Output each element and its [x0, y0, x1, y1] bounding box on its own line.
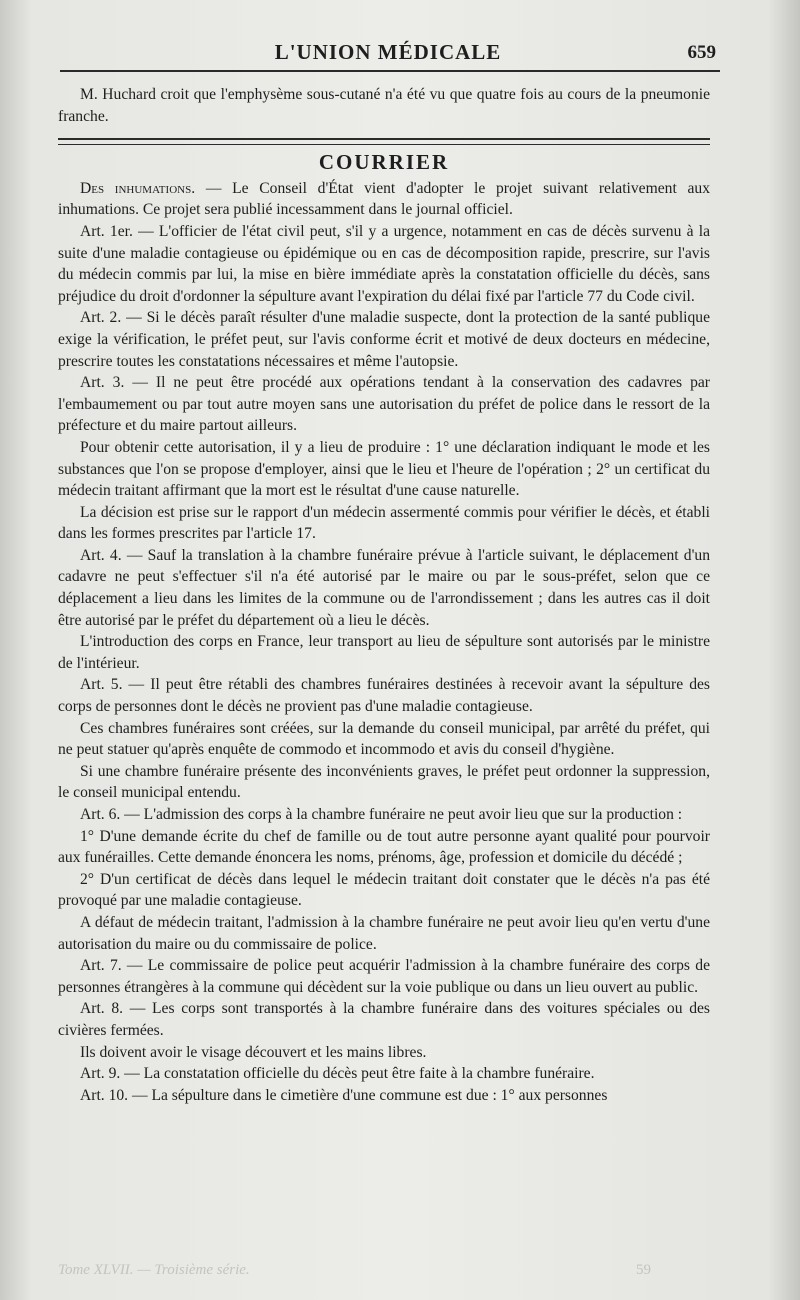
paragraph-17: Ils doivent avoir le visage découvert et les mains libres. — [80, 1043, 427, 1061]
show-through-volume: Tome XLVII. — Troisième série. — [58, 1262, 250, 1278]
section-divider — [58, 138, 710, 145]
article-10: Art. 10. — La sépulture dans le cimetière d'une commune est due : 1° aux personnes — [80, 1086, 608, 1104]
article-5: Art. 5. — Il peut être rétabli des chambres funéraires destinées à recevoir avant la sépulture des corps de personnes dont le décès ne provient pas d'une maladie contagieuse. — [58, 676, 710, 716]
journal-title: L'UNION MÉDICALE — [274, 40, 502, 64]
page-content — [58, 84, 710, 1106]
paragraph-4: Pour obtenir cette autorisation, il y a lieu de produire : 1° une déclaration indiquant le mode et les substances que l'on se propose d'employer, ainsi que le lieu et l'heure de l'opération ; 2° un certificat du médecin traitant affirmant que la mort est le résultat d'une cause naturelle. — [58, 438, 710, 500]
page-number: 659 — [687, 42, 716, 63]
paragraph-10: Si une chambre funéraire présente des inconvénients graves, le préfet peut ordonner la suppression, le conseil municipal entendu. — [58, 762, 710, 802]
paragraph-13: 2° D'un certificat de décès dans lequel le médecin traitant doit constater que le décès n'a pas été provoqué par une maladie contagieuse. — [58, 870, 710, 910]
running-header — [60, 40, 716, 68]
article-4: Art. 4. — Sauf la translation à la chambre funéraire prévue à l'article suivant, le déplacement d'un cadavre ne peut s'effectuer s'il n'a été autorisé par le maire ou par le sous-préfet, selon que ce déplacement a lieu dans les limites de la commune ou de l'arrondissement ; dans les autres cas il doit être autorisé par le préfet du département où a lieu le décès. — [58, 546, 710, 629]
article-1: Art. 1er. — L'officier de l'état civil peut, s'il y a urgence, notamment en cas de décès survenu à la suite d'une maladie contagieuse ou épidémique ou en cas de décomposition rapide, prescrire, sur l'avis du médecin commis par lui, la mise en bière immédiate après la constatation officielle du décès, sans préjudice du droit d'ordonner la sépulture avant l'expiration du délai fixé par l'article 77 du Code civil. — [58, 222, 710, 305]
section-title: COURRIER — [318, 150, 450, 175]
article-9: Art. 9. — La constatation officielle du décès peut être faite à la chambre funéraire. — [80, 1065, 595, 1083]
paragraph-text: — Le Conseil d'État vient d'adopter le projet suivant relativement aux inhumations. Ce projet sera publié incessamment dans le journal officiel. — [58, 179, 710, 219]
article-2: Art. 2. — Si le décès paraît résulter d'une maladie suspecte, dont la protection de la santé publique exige la vérification, le préfet peut, sur l'avis conforme écrit et motivé de deux docteurs en médecine, prescrire toutes les constatations nécessaires et même l'autopsie. — [58, 309, 710, 370]
article-7: Art. 7. — Le commissaire de police peut acquérir l'admission à la chambre funéraire des corps de personnes étrangères à la commune qui décèdent sur la voie publique ou dans un lieu ouvert au public. — [58, 957, 710, 996]
paragraph-7: L'introduction des corps en France, leur transport au lieu de sépulture sont autorisés par le ministre de l'intérieur. — [58, 633, 710, 672]
show-through-page: 59 — [636, 1262, 651, 1278]
paragraph-12: 1° D'une demande écrite du chef de famille ou de tout autre personne ayant qualité pour pourvoir aux funérailles. Cette demande énoncera les noms, prénoms, âge, profession et domicile du décédé ; — [58, 827, 710, 867]
article-6: Art. 6. — L'admission des corps à la chambre funéraire ne peut avoir lieu que sur la production : — [80, 806, 683, 823]
intro-paragraph: M. Huchard croit que l'emphysème sous-cutané n'a été vu que quatre fois au cours de la pneumonie franche. — [58, 86, 710, 125]
article-8: Art. 8. — Les corps sont transportés à la chambre funéraire dans des voitures spéciales ou des civières fermées. — [58, 1000, 710, 1039]
paragraph-14: A défaut de médecin traitant, l'admission à la chambre funéraire ne peut avoir lieu qu'en vertu d'une autorisation du maire ou du commissaire de police. — [58, 913, 710, 953]
article-3: Art. 3. — Il ne peut être procédé aux opérations tendant à la conservation des cadavres par l'embaumement ou par tout autre moyen sans une autorisation du préfet de police dans le ressort de la préfecture et du maire partout ailleurs. — [58, 374, 710, 435]
paragraph-lead: Des inhumations. — [80, 179, 196, 197]
paragraph-9: Ces chambres funéraires sont créées, sur la demande du conseil municipal, par arrêté du préfet, qui ne peut statuer qu'après enquête de commodo et incommodo et avis du conseil d'hygiène. — [58, 719, 710, 759]
header-rule — [60, 70, 720, 72]
paragraph-0 — [58, 178, 710, 221]
paragraph-5: La décision est prise sur le rapport d'un médecin assermenté commis pour vérifier le décès, et établi dans les formes prescrites par l'article 17. — [58, 503, 710, 543]
